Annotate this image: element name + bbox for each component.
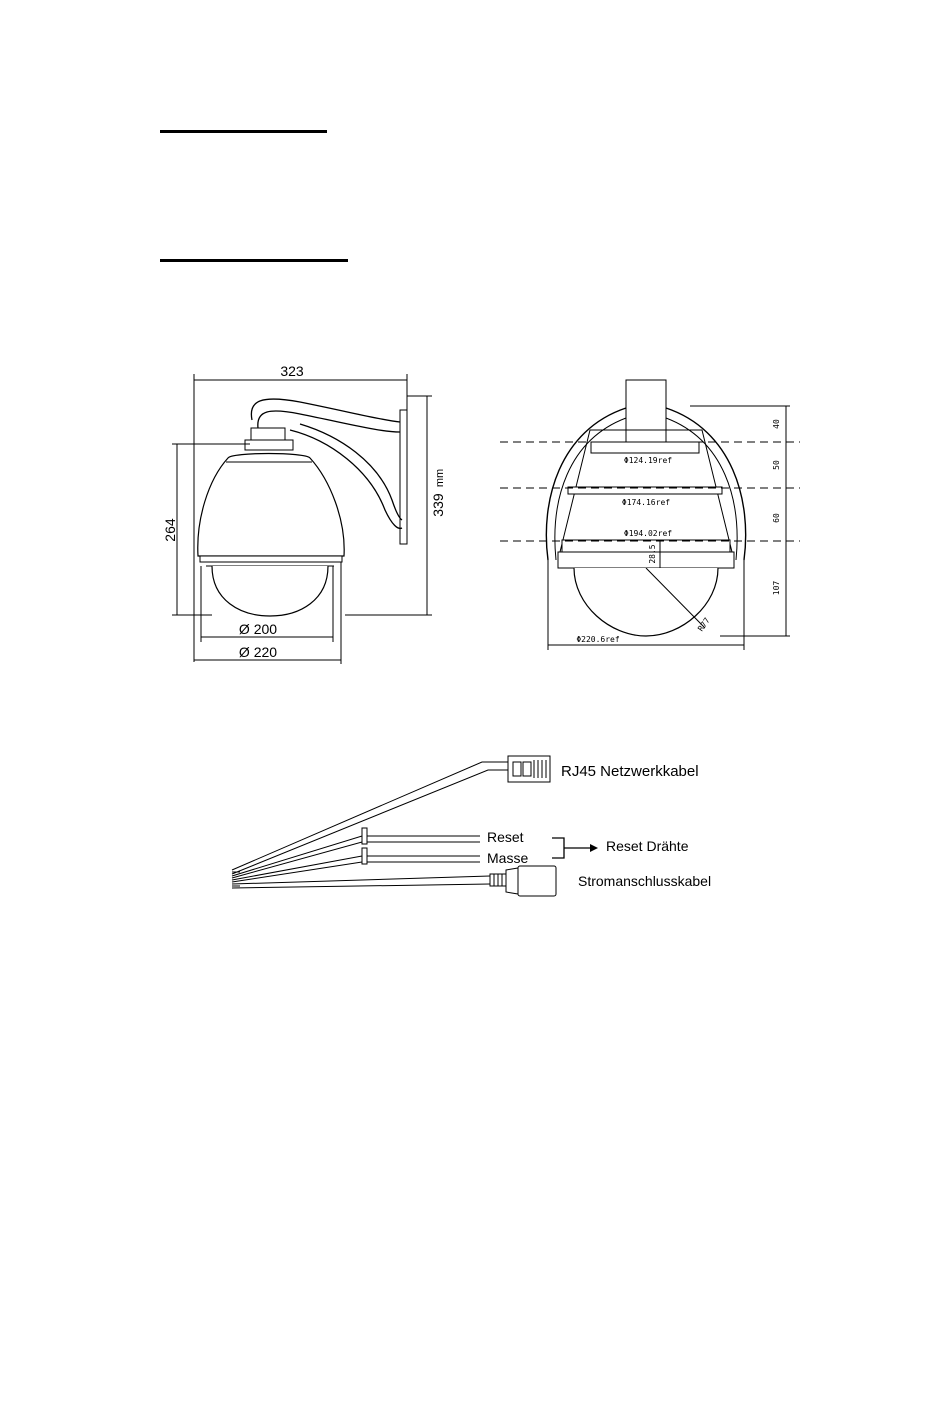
height-60-label: 60 [772, 513, 781, 523]
inner-diameter-label: Ø 200 [238, 621, 278, 637]
rj45-label: RJ45 Netzwerkkabel [561, 763, 699, 780]
height-50-label: 50 [772, 460, 781, 470]
rj45-connector-icon [508, 756, 550, 782]
reset-label: Reset [487, 829, 524, 845]
side-view-drawing [172, 374, 432, 664]
diameter-1-label: Φ124.19ref [623, 456, 673, 465]
side-total-height-label: 339 [430, 493, 446, 517]
power-jack-icon [490, 866, 556, 896]
height-40-label: 40 [772, 419, 781, 429]
reset-bracket [552, 838, 590, 858]
ground-label: Masse [487, 850, 529, 866]
height-28-5-label: 28.5 [648, 544, 657, 564]
power-label: Stromanschlusskabel [578, 873, 712, 889]
diameter-3-label: Φ194.02ref [623, 529, 673, 538]
section-view-drawing [500, 380, 800, 650]
height-107-label: 107 [772, 580, 781, 596]
cable-bundle [232, 762, 510, 888]
reset-group-label: Reset Drähte [606, 838, 689, 854]
diameter-4-label: Φ220.6ref [576, 635, 620, 644]
outer-diameter-label: Ø 220 [238, 644, 278, 660]
side-width-label: 323 [280, 363, 304, 379]
side-height-unit: mm [434, 468, 446, 488]
arrow-right-icon [590, 844, 598, 852]
diameter-2-label: Φ174.16ref [621, 498, 671, 507]
side-dome-height-label: 264 [162, 518, 178, 542]
radius-label: R77 [696, 616, 712, 634]
